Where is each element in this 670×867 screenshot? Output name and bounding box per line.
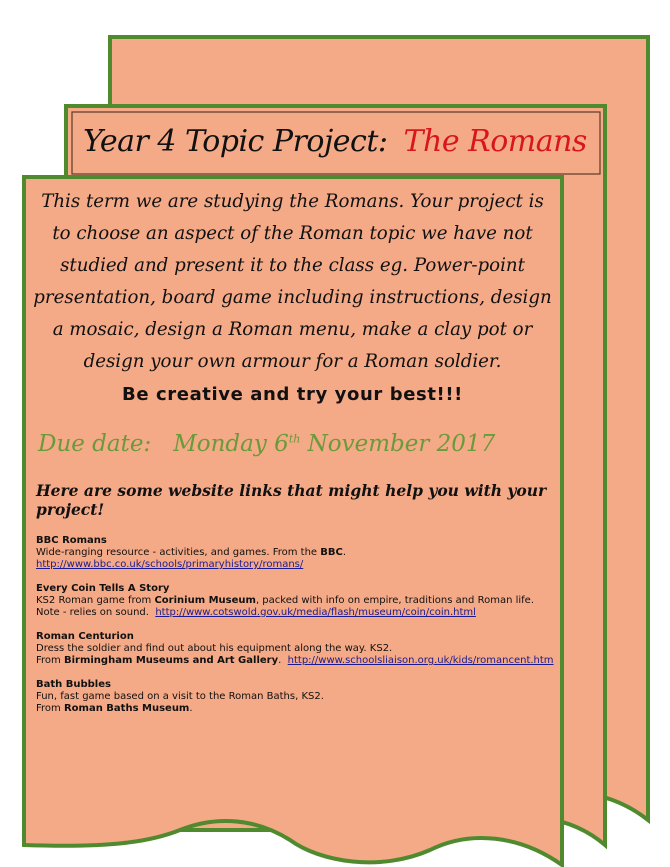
links-list bbox=[36, 535, 555, 715]
link-description: Wide-ranging resource - activities, and games. From the BBC. bbox=[36, 547, 347, 558]
list-item bbox=[36, 583, 555, 619]
link-source: From Roman Baths Museum. bbox=[36, 703, 193, 714]
call-to-action: Be creative and try your best!!! bbox=[122, 384, 463, 405]
link-title: Bath Bubbles bbox=[36, 679, 111, 690]
due-rest: November 2017 bbox=[300, 431, 496, 457]
link-source: From Birmingham Museums and Art Gallery. http://www.schoolsliaison.org.uk/kids/romancent.htm bbox=[36, 655, 554, 666]
link-note: Note - relies on sound. http://www.cotswold.gov.uk/media/flash/museum/coin/coin.html bbox=[36, 607, 476, 618]
link-title: BBC Romans bbox=[36, 535, 107, 546]
links-heading: Here are some website links that might help you with your project! bbox=[36, 481, 547, 519]
due-day: Monday 6 bbox=[173, 431, 289, 457]
link-url[interactable]: http://www.cotswold.gov.uk/media/flash/museum/coin/coin.html bbox=[155, 607, 476, 618]
due-suffix: th bbox=[288, 432, 301, 446]
list-item bbox=[36, 535, 555, 571]
due-label: Due date: bbox=[38, 431, 152, 457]
list-item bbox=[36, 679, 555, 715]
link-description: Dress the soldier and find out about his equipment along the way. KS2. bbox=[36, 643, 393, 654]
link-url[interactable]: http://www.bbc.co.uk/schools/primaryhistory/romans/ bbox=[36, 559, 304, 570]
title-prefix: Year 4 Topic Project: bbox=[83, 123, 388, 159]
page-title bbox=[70, 110, 600, 172]
link-title: Every Coin Tells A Story bbox=[36, 583, 170, 594]
due-date bbox=[38, 431, 555, 457]
link-description: Fun, fast game based on a visit to the Roman Baths, KS2. bbox=[36, 691, 324, 702]
link-title: Roman Centurion bbox=[36, 631, 134, 642]
link-url[interactable]: http://www.schoolsliaison.org.uk/kids/romancent.htm bbox=[287, 655, 554, 666]
intro-paragraph: This term we are studying the Romans. Your project is to choose an aspect of the Roman topic we have not studied and present it to the class eg. Power-point presentation, board game including instructions, design a mosaic, design a Roman menu, make a clay pot or design your own armour for a Roman soldier. bbox=[33, 191, 552, 372]
project-content bbox=[30, 186, 555, 727]
title-topic: The Romans bbox=[403, 123, 587, 159]
list-item bbox=[36, 631, 555, 667]
link-description: KS2 Roman game from Corinium Museum, packed with info on empire, traditions and Roman life. bbox=[36, 595, 534, 606]
